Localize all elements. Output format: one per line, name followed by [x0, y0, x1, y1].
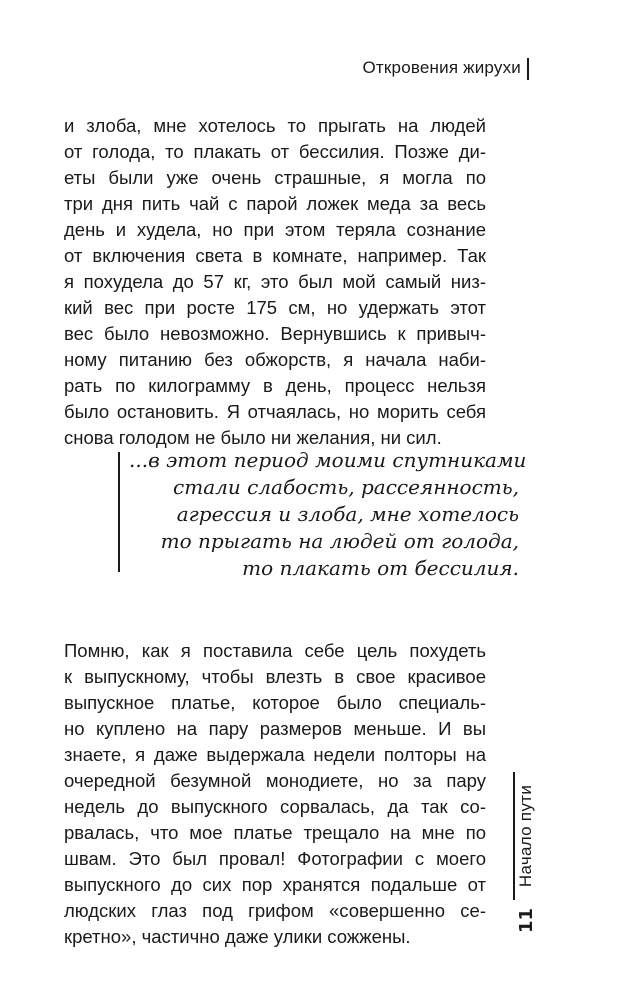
text-line: день и худела, но при этом теряла сознание	[64, 219, 486, 240]
quote-line: то плакать от бессилия.	[242, 556, 519, 580]
text-line: от включения света в комнате, например. Так	[64, 245, 486, 266]
text-line: я похудела до 57 кг, это был мой самый низ-	[64, 271, 486, 292]
quote-line: агрессия и злоба, мне хотелось	[176, 502, 519, 526]
section-label: Начало пути	[516, 784, 535, 888]
text-line: рать по килограмму в день, процесс нельзя	[64, 375, 486, 396]
text-line: но куплено на пару размеров меньше. И вы	[64, 718, 486, 739]
paragraph-2	[64, 638, 486, 950]
text-line: три дня пить чай с парой ложек меда за весь	[64, 193, 486, 214]
page-number-text: 11	[516, 907, 538, 933]
text-line: вес было невозможно. Вернувшись к привыч-	[64, 323, 486, 344]
text-line: к выпускному, чтобы влезть в свое красивое	[64, 666, 486, 687]
header-divider	[527, 58, 529, 80]
text-line: выпускного до сих пор хранятся подальше от	[64, 874, 486, 895]
text-line: выпускное платье, которое было специаль-	[64, 692, 486, 713]
text-line: и злоба, мне хотелось то прыгать на людей	[64, 115, 486, 136]
pull-quote	[129, 447, 527, 582]
text-line: Помню, как я поставила себе цель похудеть	[64, 640, 486, 661]
text-line: знаете, я даже выдержала недели полторы на	[64, 744, 486, 765]
text-line: кретно», частично даже улики сожжены.	[64, 926, 411, 947]
text-line: ному питанию без обжорств, я начала наби-	[64, 349, 486, 370]
quote-line: стали слабость, рассеянность,	[173, 475, 519, 499]
text-line: было остановить. Я отчаялась, но морить себя	[64, 401, 486, 422]
quote-line: ...в этот период моими спутниками	[129, 448, 527, 472]
text-line: еты были уже очень страшные, я могла по	[64, 167, 486, 188]
quote-line: то прыгать на людей от голода,	[160, 529, 519, 553]
page-number	[513, 908, 541, 932]
text-line: недель до выпускного сорвалась, да так со-	[64, 796, 486, 817]
text-line: кий вес при росте 175 см, но удержать этот	[64, 297, 486, 318]
quote-bar	[118, 452, 120, 572]
text-line: рвалась, что мое платье трещало на мне по	[64, 822, 486, 843]
paragraph-1	[64, 113, 486, 451]
text-line: очередной безумной монодиете, но за пару	[64, 770, 486, 791]
running-header: Откровения жирухи	[362, 58, 521, 77]
section-tab	[513, 772, 539, 900]
text-line: снова голодом не было ни желания, ни сил.	[64, 427, 442, 448]
text-line: швам. Это был провал! Фотографии с моего	[64, 848, 486, 869]
text-line: людских глаз под грифом «совершенно се-	[64, 900, 486, 921]
text-line: от голода, то плакать от бессилия. Позже ди-	[64, 141, 486, 162]
